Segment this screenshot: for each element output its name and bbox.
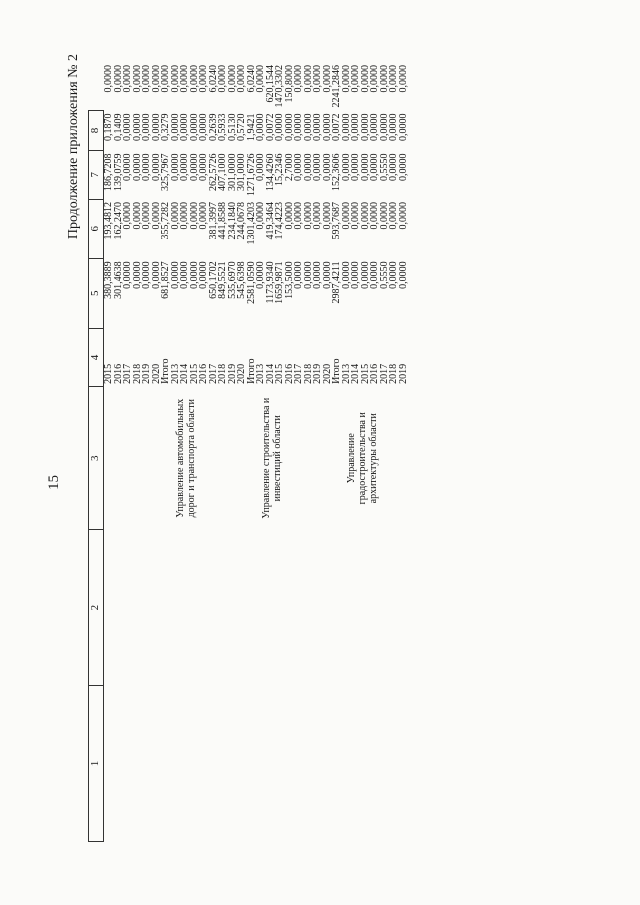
amount-cell: 0,0000	[122, 261, 133, 289]
amount-cell: 0,0000	[378, 202, 390, 230]
year-cell: 2013	[255, 363, 266, 384]
amount-cell: 0,0000	[131, 113, 143, 141]
amount-cell: 15,2346	[274, 153, 285, 187]
amount-cell: 0,0000	[131, 261, 143, 289]
amount-cell: 0,0000	[312, 202, 323, 230]
amount-cell: 0,0000	[397, 113, 409, 141]
year-cell: 2015	[188, 363, 200, 384]
amount-cell: 0,0000	[359, 65, 371, 93]
amount-cell: 6,0240	[207, 65, 219, 93]
amount-cell: 325,7967	[160, 153, 171, 192]
appendix-caption: Продолжение приложения № 2	[66, 54, 81, 240]
amount-cell: 441,8588	[217, 202, 228, 240]
amount-cell: 0,0000	[397, 261, 409, 289]
amount-cell: 0,0000	[321, 202, 333, 230]
year-cell: 2019	[312, 363, 323, 384]
amount-cell: 0,0000	[388, 113, 399, 141]
amount-cell: 0,0000	[236, 65, 247, 93]
amount-cell: 380,3889	[103, 261, 114, 299]
year-cell: 2018	[388, 363, 399, 384]
amount-cell: 355,7282	[160, 202, 171, 240]
amount-cell: 0,0000	[397, 65, 409, 93]
amount-cell: 0,0000	[302, 153, 314, 182]
amount-cell: 0,0000	[188, 153, 200, 182]
organization-name: Управление строительства и инвестиций области	[260, 397, 283, 519]
amount-cell: 0,0000	[141, 153, 152, 182]
amount-cell: 0,0000	[274, 113, 285, 141]
amount-cell: 0,0000	[388, 202, 399, 230]
amount-cell: 0,0000	[179, 202, 190, 230]
amount-cell: 0,0000	[340, 65, 352, 93]
amount-cell: 419,3464	[264, 202, 276, 240]
amount-cell: 150,8000	[283, 65, 295, 103]
amount-cell: 6,0240	[245, 65, 257, 93]
amount-cell: 2581,0590	[245, 261, 257, 304]
amount-cell: 2241,2846	[331, 65, 342, 108]
year-cell: Итого	[331, 358, 342, 384]
amount-cell: 0,0000	[283, 113, 295, 141]
amount-cell: 0,0000	[359, 261, 371, 289]
amount-cell: 139,0759	[112, 153, 124, 192]
amount-cell: 0,0000	[312, 261, 323, 289]
document-sheet	[40, 42, 600, 862]
column-header-7: 7	[89, 151, 104, 200]
amount-cell: 0,0000	[378, 113, 390, 141]
year-cell: 2020	[150, 363, 162, 384]
column-header-1: 1	[89, 686, 104, 842]
amount-cell: 681,8527	[160, 261, 171, 299]
amount-cell: 0,0000	[321, 261, 333, 289]
amount-cell: 0,0000	[340, 261, 352, 289]
amount-cell: 174,4223	[274, 202, 285, 240]
amount-cell: 0,0000	[198, 202, 209, 230]
amount-cell: 0,5550	[378, 261, 390, 289]
amount-cell: 0,5933	[217, 113, 228, 141]
amount-cell: 0,0000	[350, 113, 361, 141]
amount-cell: 0,0000	[302, 113, 314, 141]
amount-cell: 0,1409	[112, 113, 124, 141]
amount-cell: 0,0000	[217, 65, 228, 93]
amount-cell: 0,0000	[302, 261, 314, 289]
year-cell: 2018	[131, 363, 143, 384]
year-cell: 2014	[264, 363, 276, 384]
amount-cell: 0,0000	[198, 261, 209, 289]
year-cell: 2016	[283, 363, 295, 384]
year-cell: 2016	[112, 363, 124, 384]
amount-cell: 0,0000	[369, 202, 380, 230]
amount-cell: 0,0000	[169, 65, 181, 93]
budget-table	[88, 62, 408, 842]
amount-cell: 620,1544	[264, 65, 276, 103]
amount-cell: 0,0000	[359, 202, 371, 230]
amount-cell: 0,0000	[150, 153, 162, 182]
amount-cell: 1659,9871	[274, 261, 285, 304]
organization-name	[104, 387, 162, 530]
amount-cell: 193,4812	[103, 202, 114, 240]
amount-cell: 0,0000	[369, 153, 380, 182]
empty-cell	[247, 530, 333, 686]
year-cell: 2015	[274, 363, 285, 384]
amount-cell: 262,5726	[207, 153, 219, 192]
amount-cell: 0,0000	[293, 202, 304, 230]
amount-cell: 0,0000	[255, 261, 266, 289]
amount-cell: 0,0000	[388, 153, 399, 182]
amount-cell: 0,0000	[112, 65, 124, 93]
amount-cell: 0,0000	[102, 65, 114, 93]
amount-cell: 0,0000	[340, 202, 352, 230]
empty-cell	[332, 686, 408, 842]
amount-cell: 381,3997	[207, 202, 219, 240]
year-cell: 2016	[369, 363, 380, 384]
table-body	[104, 62, 409, 842]
amount-cell: 0,0000	[397, 153, 409, 182]
amount-cell: 301,4638	[112, 261, 124, 299]
amount-cell: 0,0072	[264, 113, 276, 141]
year-cell: 2016	[198, 363, 209, 384]
amount-cell: 0,5550	[378, 153, 390, 182]
year-cell: 2019	[141, 363, 152, 384]
amount-cell: 0,0000	[122, 153, 133, 182]
amount-cell: 0,0000	[141, 113, 152, 141]
amount-cell: 0,0000	[122, 202, 133, 230]
amount-cell: 0,0000	[122, 65, 133, 93]
amount-cell: 0,0000	[302, 202, 314, 230]
amount-cell: 0,0000	[369, 261, 380, 289]
amount-cell: 0,0000	[141, 202, 152, 230]
amount-cell: 0,0000	[122, 113, 133, 141]
amount-cell: 0,0000	[350, 202, 361, 230]
amount-cell: 0,0000	[150, 202, 162, 230]
amount-cell: 0,0000	[179, 65, 190, 93]
amount-cell: 0,0000	[388, 261, 399, 289]
organization-name: Управление градостроительства и архитектуры области	[346, 412, 379, 505]
amount-cell: 153,5000	[283, 261, 295, 299]
year-cell: 2017	[378, 363, 390, 384]
amount-cell: 152,3606	[331, 153, 342, 192]
amount-cell: 0,0000	[302, 65, 314, 93]
amount-cell: 0,0000	[359, 113, 371, 141]
amount-cell: 0,0000	[198, 153, 209, 182]
amount-cell: 0,0000	[255, 113, 266, 141]
amount-cell: 0,0000	[131, 65, 143, 93]
year-cell: Итого	[245, 358, 257, 384]
year-cell: Итого	[160, 358, 171, 384]
amount-cell: 0,0000	[321, 113, 333, 141]
amount-cell: 0,0000	[397, 202, 409, 230]
amount-cell: 1271,6726	[245, 153, 257, 197]
amount-cell: 0,0000	[188, 261, 200, 289]
year-cell: 2014	[350, 363, 361, 384]
amount-cell: 301,0000	[226, 153, 238, 192]
amount-cell: 0,0000	[179, 113, 190, 141]
amount-cell: 0,0000	[312, 65, 323, 93]
column-header-8: 8	[89, 111, 104, 151]
amount-cell: 0,0072	[331, 113, 342, 141]
column-header-5: 5	[89, 258, 104, 328]
amount-cell: 0,0000	[226, 65, 238, 93]
amount-cell: 0,0000	[359, 153, 371, 182]
column-number-row	[89, 62, 104, 842]
amount-cell: 0,0000	[350, 261, 361, 289]
empty-cell	[104, 530, 162, 686]
amount-cell: 0,0000	[179, 261, 190, 289]
column-header-4: 4	[89, 328, 104, 387]
year-cell: 2014	[179, 363, 190, 384]
amount-cell: 2987,4211	[331, 261, 342, 304]
year-cell: 2017	[293, 363, 304, 384]
amount-cell: 849,5521	[217, 261, 228, 299]
year-cell: 2017	[122, 363, 133, 384]
amount-cell: 0,0000	[131, 202, 143, 230]
year-cell: 2018	[302, 363, 314, 384]
amount-cell: 1,9421	[245, 113, 257, 141]
year-cell: 2019	[226, 363, 238, 384]
amount-cell: 1173,9340	[264, 261, 276, 304]
column-header-2: 2	[89, 530, 104, 686]
amount-cell: 134,4260	[264, 153, 276, 192]
amount-cell: 162,2470	[112, 202, 124, 240]
amount-cell: 545,6398	[236, 261, 247, 299]
amount-cell: 0,3279	[160, 113, 171, 141]
amount-cell: 0,0000	[150, 65, 162, 93]
year-cell: 2013	[169, 363, 181, 384]
amount-cell: 0,0000	[198, 113, 209, 141]
empty-cell	[161, 686, 247, 842]
amount-cell: 0,0000	[255, 153, 266, 182]
amount-cell: 0,0000	[369, 65, 380, 93]
amount-cell: 0,0000	[340, 153, 352, 182]
amount-cell: 0,0000	[293, 153, 304, 182]
amount-cell: 186,7208	[103, 153, 114, 192]
amount-cell: 535,6970	[226, 261, 238, 299]
column-header-6: 6	[89, 199, 104, 258]
amount-cell: 0,1870	[103, 113, 114, 141]
amount-cell: 0,0000	[312, 113, 323, 141]
amount-cell: 593,7687	[331, 202, 342, 240]
amount-cell: 0,0000	[388, 65, 399, 93]
amount-cell: 0,0000	[283, 202, 295, 230]
empty-cell	[161, 530, 247, 686]
empty-cell	[247, 686, 333, 842]
amount-cell: 1470,3302	[274, 65, 285, 108]
amount-cell: 0,0000	[179, 153, 190, 182]
amount-cell: 407,1000	[217, 153, 228, 192]
amount-cell: 0,0000	[188, 65, 200, 93]
amount-cell: 0,0000	[169, 153, 181, 182]
amount-cell: 0,0000	[350, 65, 361, 93]
amount-cell: 0,0000	[321, 65, 333, 93]
organization-name: Управление автомобильных дорог и транспорта области	[175, 398, 197, 518]
amount-cell: 0,0000	[169, 261, 181, 289]
amount-cell: 0,0000	[141, 65, 152, 93]
amount-cell: 0,0000	[255, 202, 266, 230]
amount-cell: 0,0000	[293, 65, 304, 93]
amount-cell: 0,0000	[378, 65, 390, 93]
amount-cell: 0,0000	[255, 65, 266, 93]
year-cell: 2020	[236, 363, 247, 384]
amount-cell: 0,0000	[160, 65, 171, 93]
year-cell: 2015	[359, 363, 371, 384]
empty-cell	[332, 530, 408, 686]
year-cell: 2020	[321, 363, 333, 384]
amount-cell: 650,1702	[207, 261, 219, 299]
page-number: 15	[46, 475, 62, 490]
amount-cell: 0,0000	[293, 113, 304, 141]
amount-cell: 0,0000	[169, 202, 181, 230]
amount-cell: 0,0000	[141, 261, 152, 289]
year-cell: 2018	[217, 363, 228, 384]
amount-cell: 0,0000	[150, 261, 162, 289]
amount-cell: 0,0000	[312, 153, 323, 182]
amount-cell: 0,5130	[226, 113, 238, 141]
amount-cell: 0,0000	[169, 113, 181, 141]
amount-cell: 0,0000	[340, 113, 352, 141]
amount-cell: 0,0000	[369, 113, 380, 141]
amount-cell: 0,0000	[321, 153, 333, 182]
amount-cell: 0,0000	[188, 202, 200, 230]
amount-cell: 234,1840	[226, 202, 238, 240]
amount-cell: 0,0000	[188, 113, 200, 141]
year-cell: 2017	[207, 363, 219, 384]
column-header-3: 3	[89, 387, 104, 530]
amount-cell: 0,0000	[150, 113, 162, 141]
amount-cell: 0,0000	[350, 153, 361, 182]
amount-cell: 0,0000	[198, 65, 209, 93]
amount-cell: 244,0678	[236, 202, 247, 240]
year-cell: 2019	[397, 363, 409, 384]
amount-cell: 0,2639	[207, 113, 219, 141]
amount-cell: 1301,4203	[245, 202, 257, 245]
amount-cell: 2,7000	[283, 153, 295, 182]
table-row	[104, 62, 114, 842]
amount-cell: 0,5720	[236, 113, 247, 141]
amount-cell: 0,0000	[293, 261, 304, 289]
empty-cell	[104, 686, 162, 842]
amount-cell: 0,0000	[131, 153, 143, 182]
year-cell: 2013	[340, 363, 352, 384]
year-cell: 2015	[103, 363, 114, 384]
amount-cell: 301,0000	[236, 153, 247, 192]
